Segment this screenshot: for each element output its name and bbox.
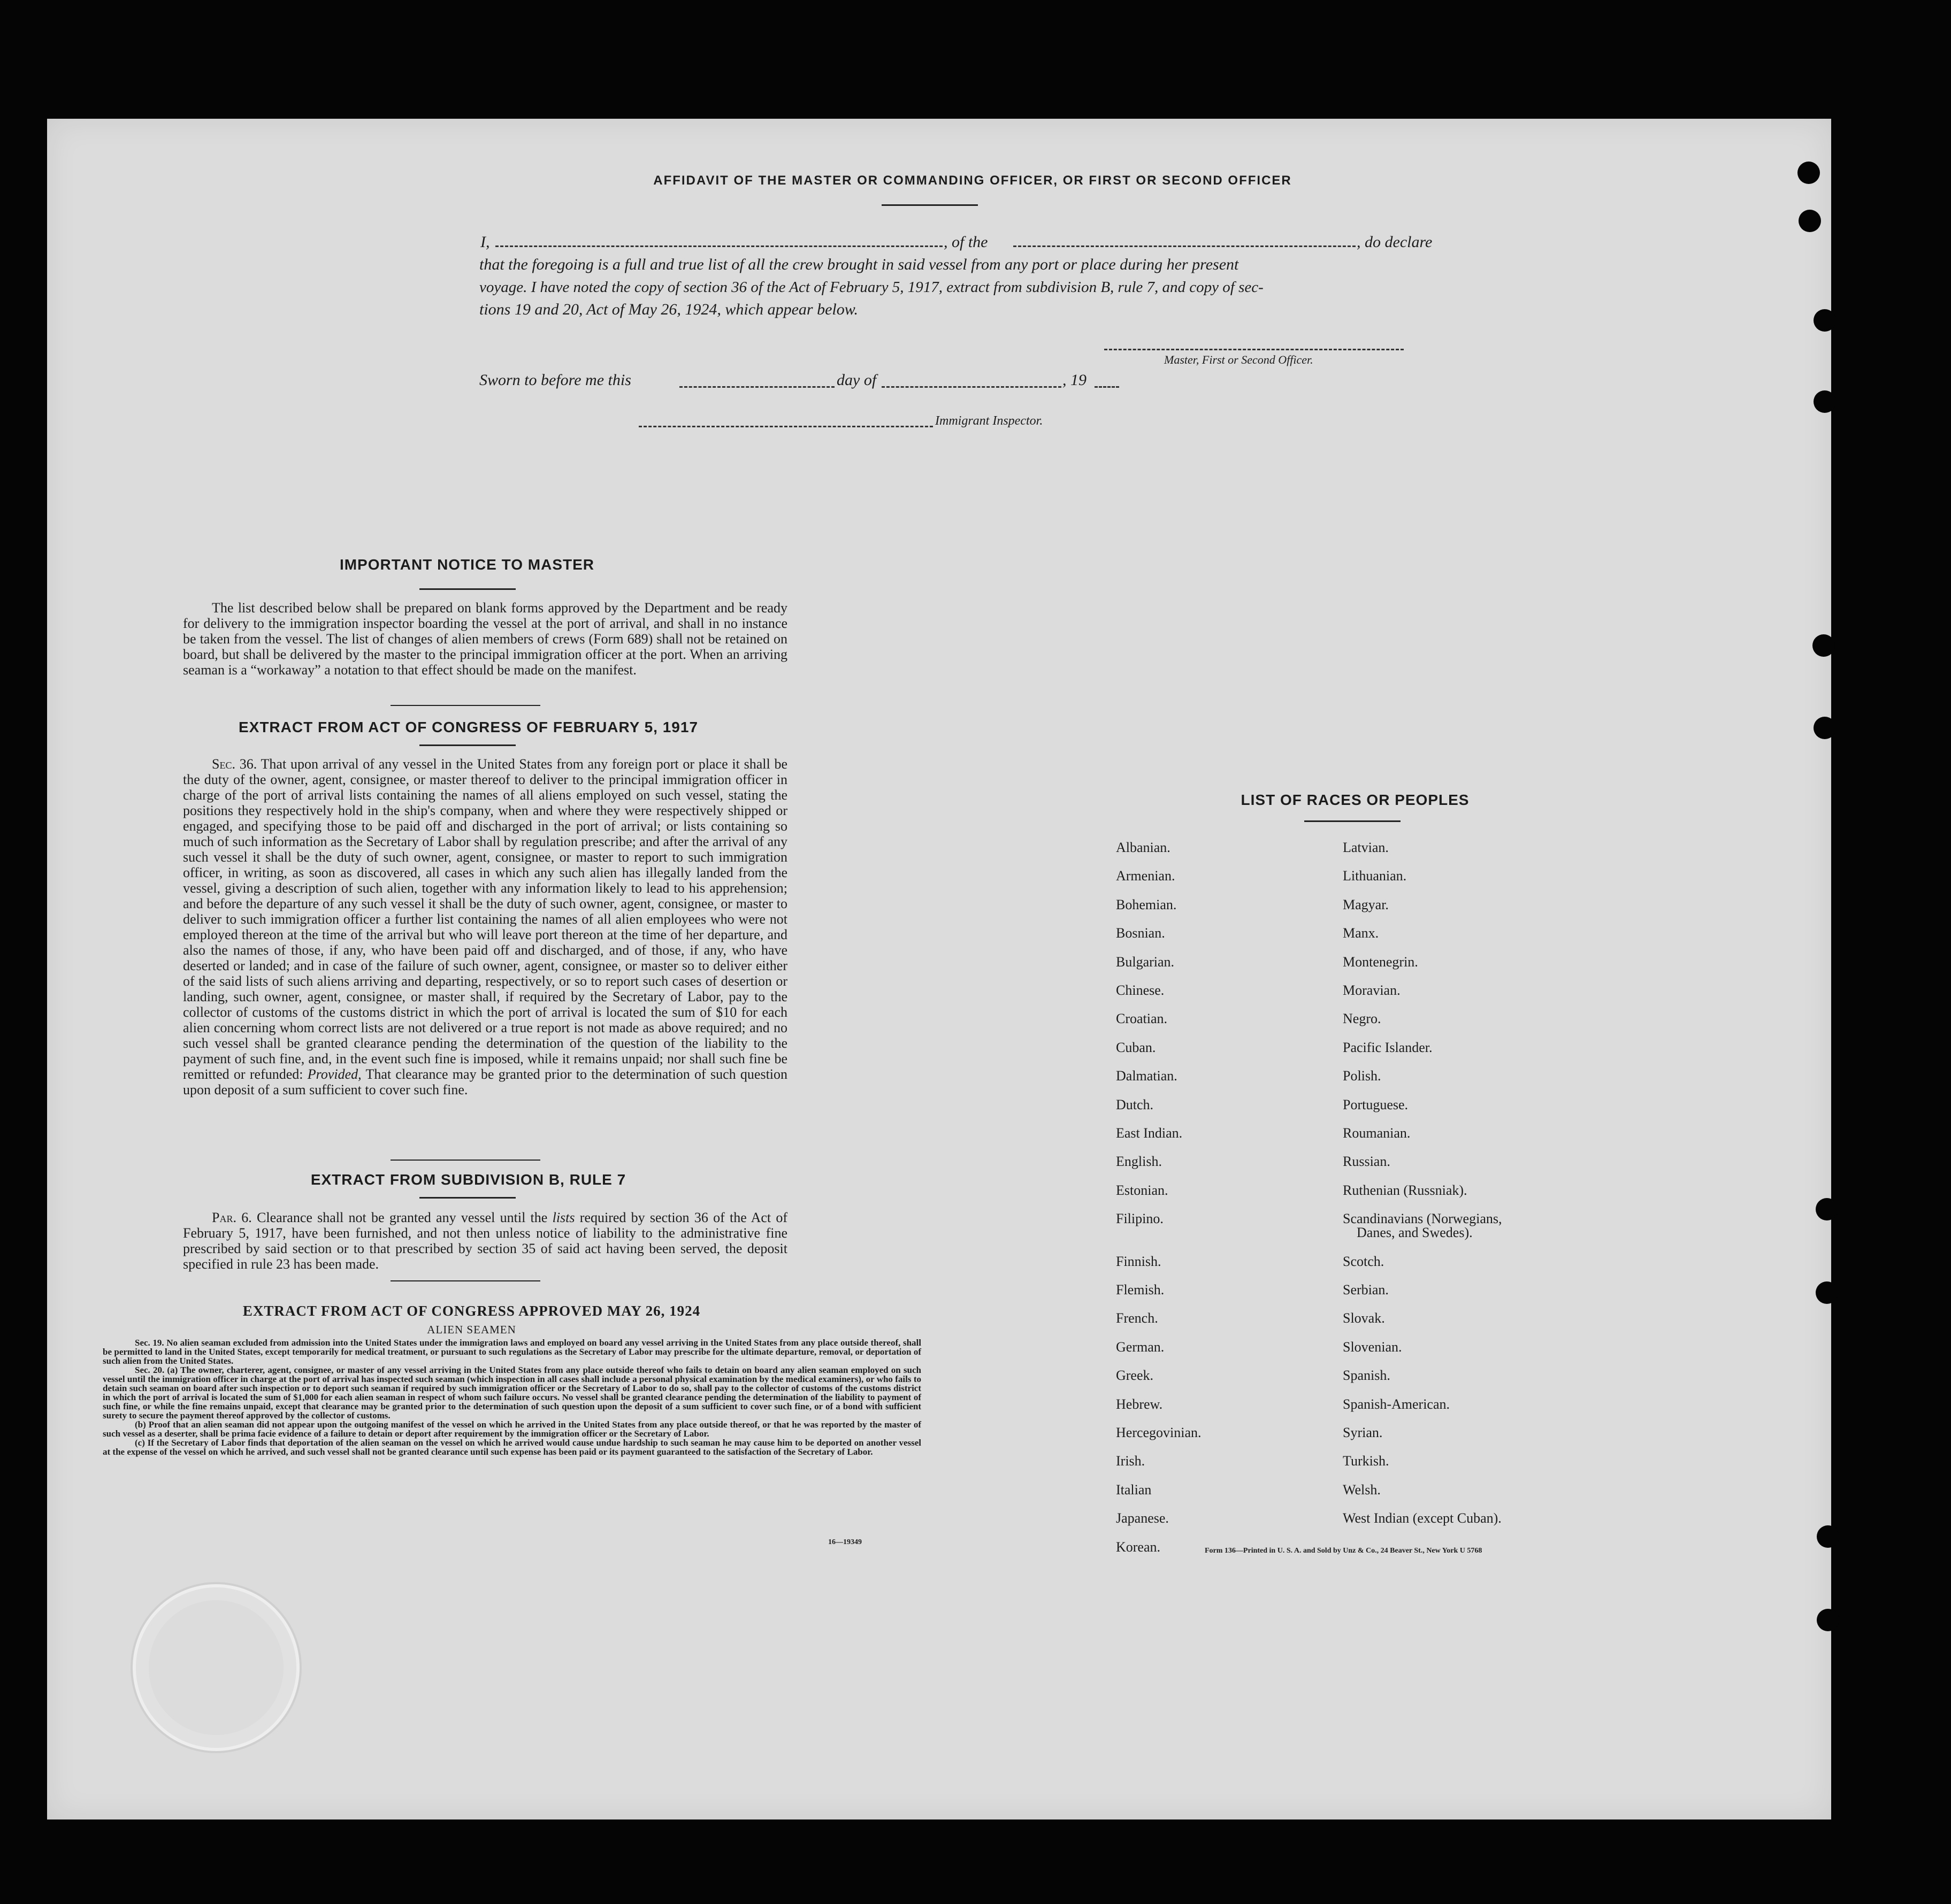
binder-hole xyxy=(1812,634,1835,657)
par-6-label: Par. 6. xyxy=(212,1210,252,1225)
race-item: Serbian. xyxy=(1343,1282,1389,1298)
binder-hole xyxy=(1816,1281,1838,1304)
race-item: Ruthenian (Russniak). xyxy=(1343,1183,1467,1198)
race-item: Turkish. xyxy=(1343,1453,1389,1469)
notice-text: The list described below shall be prepared on blank forms approved by the Department and be ready for delivery to the immigration inspector boarding the vessel at the port of arrival, and shall in no instance be taken from the vessel. The list of changes of alien members of crews (Form 689) shall not be retained on board, but shall be delivered by the master to the principal immigration officer at the port. When an arriving seaman is a “workaway” a notation to that effect should be made on the manifest. xyxy=(183,600,787,678)
vessel-blank[interactable] xyxy=(1013,245,1356,247)
sworn-month-blank[interactable] xyxy=(882,386,1061,388)
binder-hole xyxy=(1814,309,1836,332)
race-item: East Indian. xyxy=(1116,1125,1183,1141)
sworn-line xyxy=(479,371,1175,393)
provided-word: Provided, xyxy=(307,1066,362,1082)
race-item: Albanian. xyxy=(1116,840,1170,855)
race-item: Scotch. xyxy=(1343,1254,1384,1269)
sec-20a-text: Sec. 20. (a) The owner, charterer, agent, consignee, or master of any vessel arriving in the United States from any place outside thereof who fails to detain on board any alien seaman employed on such vessel until the immigration officer in charge at the port of arrival has inspected such seaman (which inspection in all cases shall include a personal physical examination by the medical examiners), or who fails to detain such seaman on board after such inspection or to deport such seaman if required by such immigration officer or the Secretary of Labor to do so, shall pay to the collector of customs of the customs district in which the port of arrival is located the sum of $1,000 for each alien seaman in respect of whom such failure occurs. No vessel shall be granted clearance pending the determination of the liability to payment of such fine, or while the fine remains unpaid, except that clearance may be granted prior to the determination of such question upon the deposit of a sum sufficient to cover such fine, or of a bond with sufficient surety to secure the payment thereof approved by the collector of customs. xyxy=(103,1365,921,1421)
race-item: Hebrew. xyxy=(1116,1396,1163,1412)
rule-7-title: EXTRACT FROM SUBDIVISION B, RULE 7 xyxy=(310,1171,626,1188)
races-divider xyxy=(1304,820,1401,822)
binder-hole xyxy=(1817,1525,1839,1548)
extract-1917-divider xyxy=(419,744,516,746)
inspector-signature-line[interactable] xyxy=(639,426,933,427)
race-item: Negro. xyxy=(1343,1011,1381,1026)
sec-20c-text: (c) If the Secretary of Labor finds that deportation of the alien seaman on the vessel on which he arrived would cause undue hardship to such seaman he may cause him to be deported on another vessel at the expense of the vessel on which he arrived, and such vessel shall not be granted clearance until such expense has been paid or its payment guaranteed to the satisfaction of the Secretary of Labor. xyxy=(103,1438,921,1457)
races-left-column xyxy=(1116,840,1330,1555)
race-item: Pacific Islander. xyxy=(1343,1040,1433,1055)
binder-hole xyxy=(1814,390,1836,413)
race-item: West Indian (except Cuban). xyxy=(1343,1510,1502,1526)
race-item: Slovak. xyxy=(1343,1310,1385,1326)
extract-1917-end-rule xyxy=(391,1160,540,1161)
race-item: Bulgarian. xyxy=(1116,954,1175,970)
race-item: Russian. xyxy=(1343,1154,1390,1169)
race-item: English. xyxy=(1116,1154,1162,1169)
sworn-year-blank[interactable] xyxy=(1095,386,1119,388)
sec-36-label: Sec. 36. xyxy=(212,756,257,772)
lists-word: lists xyxy=(552,1210,575,1225)
race-item: Lithuanian. xyxy=(1343,868,1407,884)
races-right-column xyxy=(1343,841,1610,1541)
race-item: Montenegrin. xyxy=(1343,954,1418,970)
race-item: Chinese. xyxy=(1116,982,1165,998)
sworn-year: , 19 xyxy=(1062,371,1087,389)
race-item: Moravian. xyxy=(1343,982,1401,998)
extract-1924-body xyxy=(103,1338,921,1456)
race-item: Portuguese. xyxy=(1343,1097,1409,1112)
rule-7-end-rule xyxy=(391,1280,540,1281)
race-item: Bosnian. xyxy=(1116,925,1165,941)
affidavit-i: I, xyxy=(480,233,490,251)
title-divider xyxy=(882,204,978,206)
affidavit-declare: , do declare xyxy=(1357,233,1433,251)
race-item: Korean. xyxy=(1116,1539,1161,1555)
sworn-prefix: Sworn to before me this xyxy=(479,371,631,389)
race-item: Roumanian. xyxy=(1343,1125,1411,1141)
master-label: Master, First or Second Officer. xyxy=(1164,353,1313,366)
affidavit-title: AFFIDAVIT OF THE MASTER OR COMMANDING OFFICER, OR FIRST OR SECOND OFFICER xyxy=(653,173,1292,188)
race-item: Japanese. xyxy=(1116,1510,1169,1526)
race-item: Spanish-American. xyxy=(1343,1396,1450,1412)
sec-36-body: That upon arrival of any vessel in the United States from any foreign port or place it shall be the duty of the owner, agent, consignee, or master thereof to deliver to the principal immigration officer in charge of the port of arrival lists containing the names of all aliens employed on such vessel, stating the positions they respectively hold in the ship's company, when and where they were respectively shipped or engaged, and specifying those to be paid off and discharged in the port of arrival; or lists containing so much of such information as the Secretary of Labor shall by regulation prescribe; and after the arrival of any such vessel it shall be the duty of such owner, agent, consignee, or master to report to such immigration officer, in writing, as soon as discovered, all cases in which any such alien has illegally landed from the vessel, giving a description of such alien, together with any information likely to lead to his apprehension; and before the departure of any such vessel it shall be the duty of such owner, agent, consignee, or master to deliver to such immigration officer a further list containing the names of all alien employees who were not employed thereon at the time of the arrival but who will leave port thereon at the time of her departure, and also the names of those, if any, who have been paid off and discharged, and of those, if any, who have deserted or landed; and in case of the failure of such owner, agent, consignee, or master so to deliver either of the said lists of such aliens arriving and departing, respectively, or so to report such cases of desertion or landing, such owner, agent, consignee, or master shall, if required by the Secretary of Labor, pay to the collector of customs of the customs district in which the port of arrival is located the sum of $10 for each alien concerning whom correct lists are not delivered or a true report is not made as above required; and no such vessel shall be granted clearance pending the determination of the question of the liability to the payment of such fine, and, in the event such fine is imposed, while it remains unpaid; nor shall such fine be remitted or refunded: xyxy=(183,756,787,1082)
race-item: Bohemian. xyxy=(1116,897,1177,912)
race-item: Filipino. xyxy=(1116,1211,1164,1226)
race-item: Welsh. xyxy=(1343,1482,1381,1498)
race-item: Dutch. xyxy=(1116,1097,1154,1112)
race-item: Finnish. xyxy=(1116,1254,1161,1269)
affidavit-line4: tions 19 and 20, Act of May 26, 1924, which appear below. xyxy=(479,301,859,318)
binder-hole xyxy=(1797,162,1820,184)
race-item: Hercegovinian. xyxy=(1116,1425,1202,1440)
sec-19-text: Sec. 19. No alien seaman excluded from admission into the United States under the immigration laws and employed on board any vessel arriving in the United States from any place outside thereof, shall be permitted to land in the United States, except temporarily for medical treatment, or pursuant to such regulations as the Secretary of Labor may prescribe for the ultimate departure, removal, or deportation of such alien from the United States. xyxy=(103,1338,921,1366)
extract-1917-title: EXTRACT FROM ACT OF CONGRESS OF FEBRUARY 5, 1917 xyxy=(238,719,699,735)
race-item: Cuban. xyxy=(1116,1040,1156,1055)
document-page xyxy=(47,119,1831,1819)
par-6-body-b: required by section 36 of the Act of February 5, 1917, have been furnished, and not then unless notice of liability to the administrative fine prescribed by said section or to that prescribed by section 35 of said act having been served, the deposit specified in rule 23 has been made. xyxy=(183,1210,788,1272)
master-signature-line[interactable] xyxy=(1104,349,1404,350)
race-item: Irish. xyxy=(1116,1453,1145,1469)
races-title: LIST OF RACES OR PEOPLES xyxy=(1241,792,1470,808)
race-item: Manx. xyxy=(1343,925,1379,941)
race-item: Estonian. xyxy=(1116,1183,1168,1198)
binder-hole xyxy=(1817,1609,1839,1631)
printer-footer: Form 136—Printed in U. S. A. and Sold by Unz & Co., 24 Beaver St., New York U 5768 xyxy=(1205,1547,1482,1555)
race-item: Scandinavians (Norwegians, xyxy=(1343,1211,1502,1226)
race-item: Italian xyxy=(1116,1482,1152,1498)
race-item: Magyar. xyxy=(1343,897,1389,912)
sec-36-body-end: That clearance may be granted prior to the determination of such question upon deposit of a sum sufficient to cover such fine. xyxy=(183,1066,788,1097)
race-item: Slovenian. xyxy=(1343,1339,1402,1355)
embossed-seal xyxy=(133,1584,300,1751)
sec-20b-text: (b) Proof that an alien seaman did not appear upon the outgoing manifest of the vessel on which he arrived in the United States from any place outside thereof, or that he was reported by the master of such vessel as a deserter, shall be prima facie evidence of a failure to detain or deport after requirement by the immigration officer or the Secretary of Labor. xyxy=(103,1419,921,1439)
notice-divider xyxy=(419,588,516,590)
race-item: Spanish. xyxy=(1343,1368,1390,1383)
par-6-text xyxy=(183,1210,787,1272)
form-code: 16—19349 xyxy=(828,1538,862,1546)
binder-hole xyxy=(1799,210,1821,232)
alien-seamen-subtitle: ALIEN SEAMEN xyxy=(427,1323,516,1336)
notice-title: IMPORTANT NOTICE TO MASTER xyxy=(339,556,595,573)
affidavit-of-the: , of the xyxy=(944,233,988,251)
sec-36-text xyxy=(183,756,787,1097)
affidavit-line2: that the foregoing is a full and true list of all the crew brought in said vessel from any port or place during her present xyxy=(479,256,1239,273)
race-item: Polish. xyxy=(1343,1068,1381,1084)
notice-end-rule xyxy=(391,705,540,706)
affidavit-line3: voyage. I have noted the copy of section 36 of the Act of February 5, 1917, extract from subdivision B, rule 7, and copy of sec- xyxy=(479,279,1264,296)
race-item: Latvian. xyxy=(1343,840,1389,855)
race-item: Syrian. xyxy=(1343,1425,1383,1440)
sworn-day-of: day of xyxy=(837,371,877,389)
extract-1924-title: EXTRACT FROM ACT OF CONGRESS APPROVED MAY 26, 1924 xyxy=(242,1303,701,1319)
race-item: Danes, and Swedes). xyxy=(1357,1225,1473,1240)
inspector-label: Immigrant Inspector. xyxy=(935,414,1043,428)
binder-hole xyxy=(1816,1198,1838,1220)
rule-7-divider xyxy=(419,1197,516,1199)
race-item: Croatian. xyxy=(1116,1011,1168,1026)
race-item: German. xyxy=(1116,1339,1165,1355)
race-item: Greek. xyxy=(1116,1368,1154,1383)
par-6-body-a: Clearance shall not be granted any vessel until the xyxy=(257,1210,548,1225)
affidavit-declaration xyxy=(479,231,1481,321)
race-item: French. xyxy=(1116,1310,1158,1326)
race-item: Flemish. xyxy=(1116,1282,1165,1298)
sworn-day-blank[interactable] xyxy=(679,386,835,388)
binder-hole xyxy=(1814,717,1836,739)
race-item: Armenian. xyxy=(1116,868,1175,884)
name-blank[interactable] xyxy=(495,245,943,247)
race-item: Dalmatian. xyxy=(1116,1068,1177,1084)
